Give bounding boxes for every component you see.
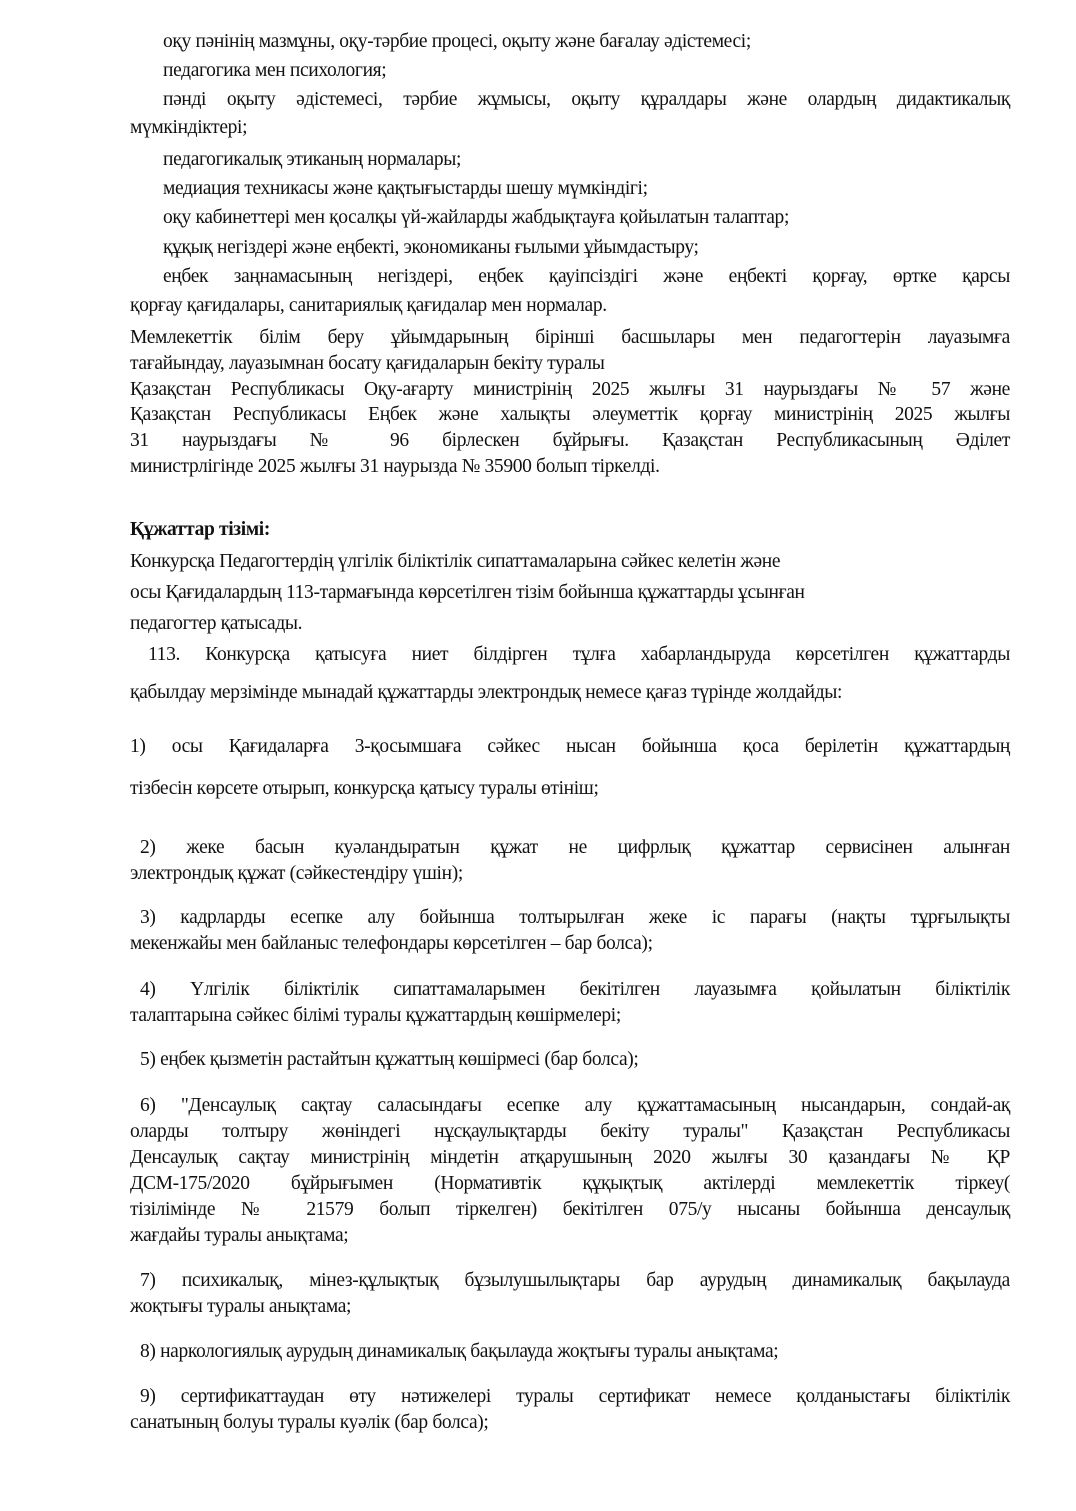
duty-line: оқу пәнінің мазмұны, оқу-тәрбие процесі, оқыту және бағалау әдістемесі; [163, 31, 751, 52]
item-line: 3) кадрларды есепке алу бойынша толтырылған жеке іс парағы (нақты тұрғылықты [140, 907, 1010, 928]
item-line: жағдайы туралы анықтама; [130, 1225, 349, 1246]
duty-line: оқу кабинеттері мен қосалқы үй-жайларды жабдықтауға қойылатын талаптар; [163, 207, 790, 228]
item-line: ДСМ-175/2020 бұйрығымен (Нормативтік құқықтық актілерді мемлекеттік тіркеу( [130, 1173, 1010, 1194]
intro-line: педагогтер қатысады. [130, 613, 303, 634]
intro-line: Конкурсқа Педагогтердің үлгілік біліктілік сипаттамаларына сәйкес келетін және [130, 551, 781, 572]
duty-line: педагогикалық этиканың нормалары; [163, 149, 462, 170]
legal-line: Қазақстан Республикасы Еңбек және халықты әлеуметтік қорғау министрінің 2025 жылғы [130, 404, 1010, 425]
clause-113-line: 113. Конкурсқа қатысуға ниет білдірген тұлға хабарландыруда көрсетілген құжаттарды [148, 644, 1010, 665]
item-line: тізілімінде № 21579 болып тіркелген) бекітілген 075/у нысаны бойынша денсаулық [130, 1199, 1010, 1220]
legal-line: министрлігінде 2025 жылғы 31 наурызда № 35900 болып тіркелді. [130, 456, 660, 477]
legal-line: 31 наурыздағы № 96 бірлескен бұйрығы. Қазақстан Республикасының Әділет [130, 430, 1010, 451]
item-line: электрондық құжат (сәйкестендіру үшін); [130, 863, 463, 884]
item-line: 5) еңбек қызметін растайтын құжаттың көшірмесі (бар болса); [140, 1049, 639, 1070]
duty-line: еңбек заңнамасының негіздері, еңбек қауіпсіздігі және еңбекті қорғау, өртке қарсы [163, 266, 1010, 287]
legal-line: Мемлекеттік білім беру ұйымдарының бірінші басшылары мен педагогтерін лауазымға [130, 327, 1010, 348]
legal-line: тағайындау, лауазымнан босату қағидаларын бекіту туралы [130, 353, 605, 374]
duty-line: пәнді оқыту әдістемесі, тәрбие жұмысы, оқыту құралдары және олардың дидактикалық [163, 89, 1010, 110]
duty-line: медиация техникасы және қақтығыстарды шешу мүмкіндігі; [163, 178, 648, 199]
item-line: 7) психикалық, мінез-құлықтық бұзылушылықтары бар аурудың динамикалық бақылауда [140, 1270, 1010, 1291]
item-line: тізбесін көрсете отырып, конкурсқа қатысу туралы өтініш; [130, 778, 599, 799]
item-line: санатының болуы туралы куәлік (бар болса); [130, 1412, 489, 1433]
item-line: Денсаулық сақтау министрінің міндетін атқарушының 2020 жылғы 30 қазандағы № ҚР [130, 1147, 1010, 1168]
item-line: мекенжайы мен байланыс телефондары көрсетілген – бар болса); [130, 933, 653, 954]
duty-line: құқық негіздері және еңбекті, экономиканы ғылыми ұйымдастыру; [163, 237, 699, 258]
clause-113-line: қабылдау мерзімінде мынадай құжаттарды электрондық немесе қағаз түрінде жолдайды: [130, 682, 843, 703]
item-line: 2) жеке басын куәландыратын құжат не цифрлық құжаттар сервисінен алынған [140, 837, 1010, 858]
item-line: 1) осы Қағидаларға 3-қосымшаға сәйкес нысан бойынша қоса берілетін құжаттардың [130, 736, 1010, 757]
duty-line: мүмкіндіктері; [130, 117, 248, 138]
intro-line: осы Қағидалардың 113-тармағында көрсетілген тізім бойынша құжаттарды ұсынған [130, 582, 805, 603]
item-line: оларды толтыру жөніндегі нұсқаулықтарды бекіту туралы" Қазақстан Республикасы [130, 1121, 1010, 1142]
legal-line: Қазақстан Республикасы Оқу-ағарту министрінің 2025 жылғы 31 наурыздағы № 57 және [130, 379, 1010, 400]
item-line: 9) сертификаттаудан өту нәтижелері туралы сертификат немесе қолданыстағы біліктілік [140, 1386, 1010, 1407]
item-line: 6) "Денсаулық сақтау саласындағы есепке алу құжаттамасының нысандарын, сондай-ақ [140, 1095, 1010, 1116]
item-line: талаптарына сәйкес білімі туралы құжаттардың көшірмелері; [130, 1005, 621, 1026]
duty-line: педагогика мен психология; [163, 60, 387, 81]
item-line: 4) Үлгілік біліктілік сипаттамаларымен бекітілген лауазымға қойылатын біліктілік [140, 979, 1010, 1000]
section-heading: Құжаттар тізімі: [130, 519, 270, 540]
item-line: жоқтығы туралы анықтама; [130, 1296, 352, 1317]
item-line: 8) наркологиялық аурудың динамикалық бақылауда жоқтығы туралы анықтама; [140, 1341, 779, 1362]
duty-line: қорғау қағидалары, санитариялық қағидалар мен нормалар. [130, 295, 607, 316]
